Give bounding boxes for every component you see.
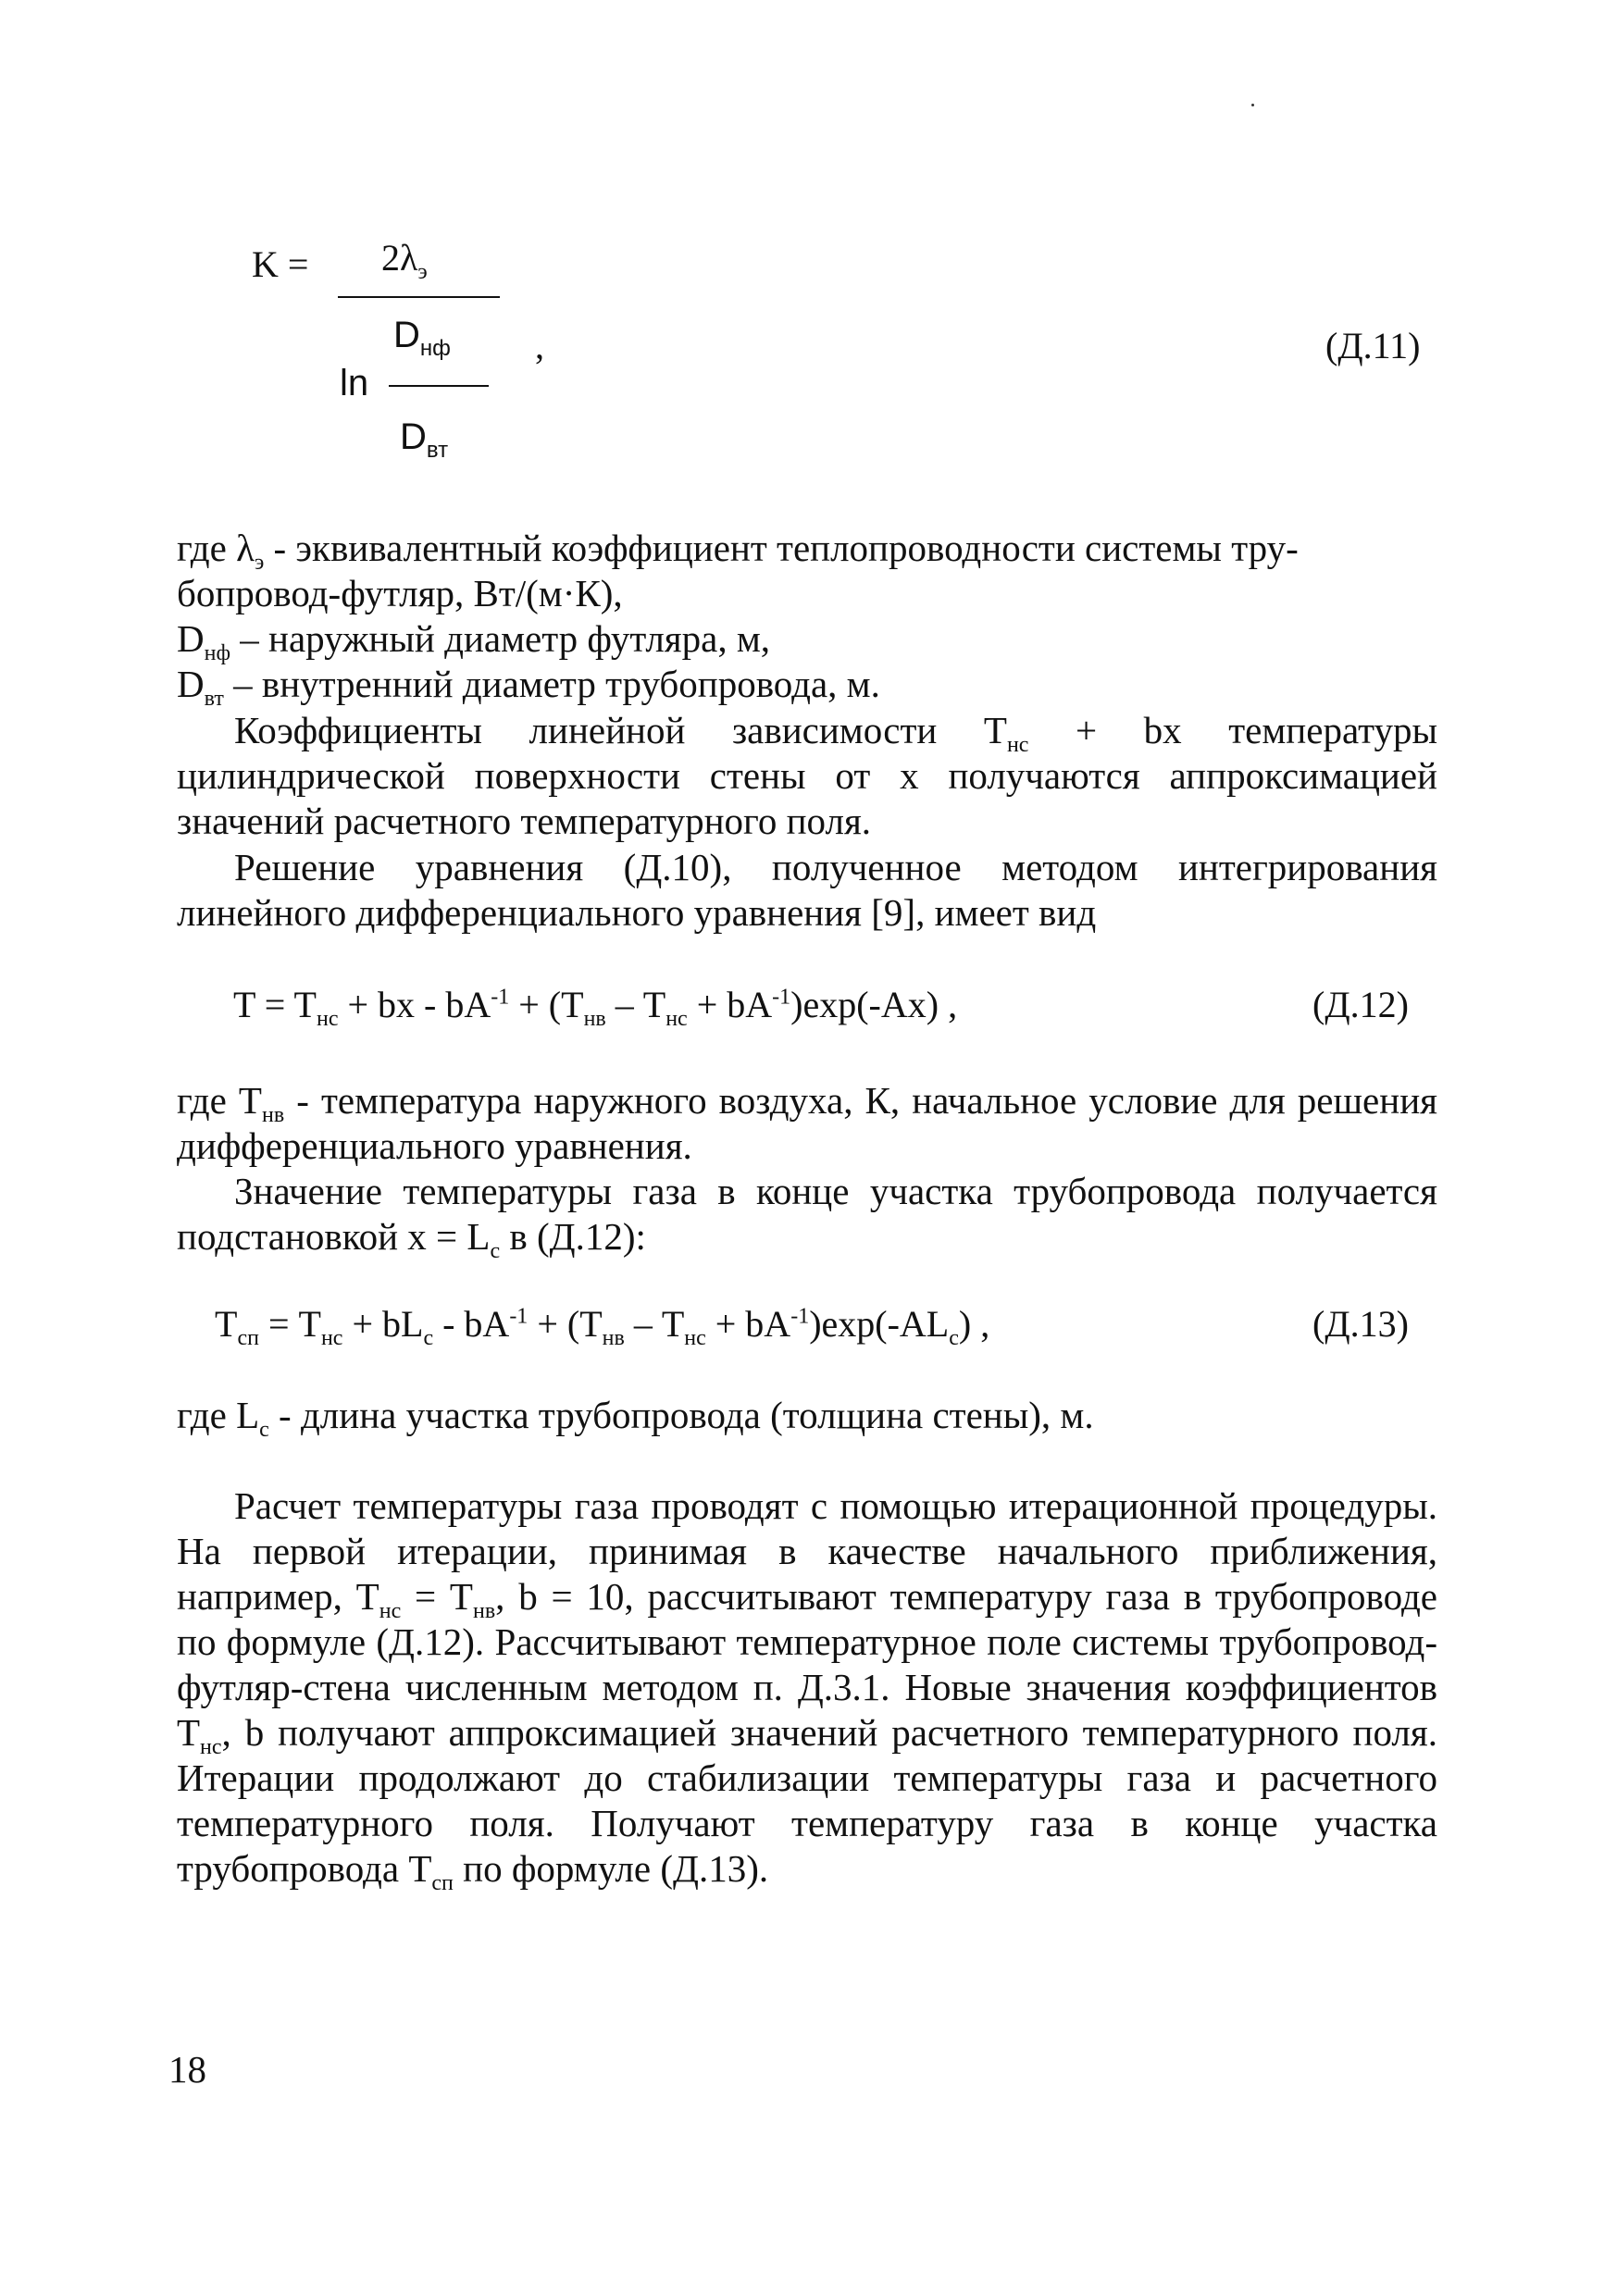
formula-numerator: $2\lambda_э$ bbox=[381, 237, 428, 284]
equation-number-d12: (Д.12) bbox=[1312, 984, 1409, 1025]
equation-number-d11: (Д.11) bbox=[1325, 325, 1421, 366]
equation-number-d13: (Д.13) bbox=[1312, 1303, 1409, 1345]
where-lambda: где $\lambda_э$ - эквивалентный коэффициент теплопроводности системы тру- bbox=[177, 527, 1299, 576]
paragraph-substitution: Значение температуры газа в конце участка трубопровода получается подстановкой $x = L_с$ в (Д.12): bbox=[177, 1170, 1437, 1264]
formula-comma: , bbox=[535, 325, 544, 366]
where-lambda-cont: бопровод-футляр, Вт/(м·К), bbox=[177, 572, 623, 614]
where-d-inner: $D_{вт}$ – внутренний диаметр трубопровода, м. bbox=[177, 663, 880, 712]
paragraph-solution: Решение уравнения (Д.10), полученное методом интегрирования линейного дифференциального уравнения [9], имеет вид bbox=[177, 846, 1437, 934]
where-block-d11 bbox=[177, 526, 1437, 712]
formula-d-outer: $D_{нф}$ bbox=[393, 315, 451, 361]
page-number: 18 bbox=[168, 2048, 206, 2091]
main-fraction-line bbox=[338, 296, 500, 298]
scan-speck bbox=[1251, 104, 1254, 106]
formula-lhs: K = bbox=[252, 243, 309, 285]
inner-fraction-line bbox=[389, 385, 489, 387]
formula-d13: $T_{сп} = T_{нс} + bL_с - bA^{-1} + (T_{нв} - T_{нс} + bA^{-1})\exp(-AL_с)$ , bbox=[215, 1303, 990, 1350]
paragraph-iteration: Расчет температуры газа проводят с помощью итерационной процедуры. На первой итерации, принимая в качестве начального приближения, например, $T_{нс} = T_{нв}$, b = 10, рассчитывают температуру газа в трубопроводе по формуле (Д.12). Рассчитывают температурное поле системы трубопровод-футляр-стена численным методом п. Д.3.1. Новые значения коэффициентов $T_{нс}$, b получают аппроксимацией значений расчетного температурного поля. Итерации продолжают до стабилизации температуры газа и расчетного температурного поля. Получают температуру газа в конце участка трубопровода $T_{сп}$ по формуле (Д.13). bbox=[177, 1484, 1438, 1896]
formula-ln: ln bbox=[340, 363, 369, 403]
where-d-outer: $D_{нф}$ – наружный диаметр футляра, м, bbox=[177, 617, 771, 666]
where-block-d12: где $T_{нв}$ - температура наружного воздуха, К, начальное условие для решения дифференциального уравнения. bbox=[177, 1079, 1437, 1167]
paragraph-coefficients: Коэффициенты линейной зависимости $T_{нс}$ + bx температуры цилиндрической поверхности стены от x получаются аппроксимацией значений расчетного температурного поля. bbox=[177, 709, 1437, 842]
where-block-d13: где $L_с$ - длина участка трубопровода (толщина стены), м. bbox=[177, 1394, 1094, 1443]
formula-d-inner: $D_{вт}$ bbox=[400, 416, 449, 463]
formula-d12: $T = T_{нс}$ + bx - $bA^{-1} + (T_{нв} - T_{нс} + bA^{-1})\exp(-Ax)$ , bbox=[233, 984, 958, 1031]
